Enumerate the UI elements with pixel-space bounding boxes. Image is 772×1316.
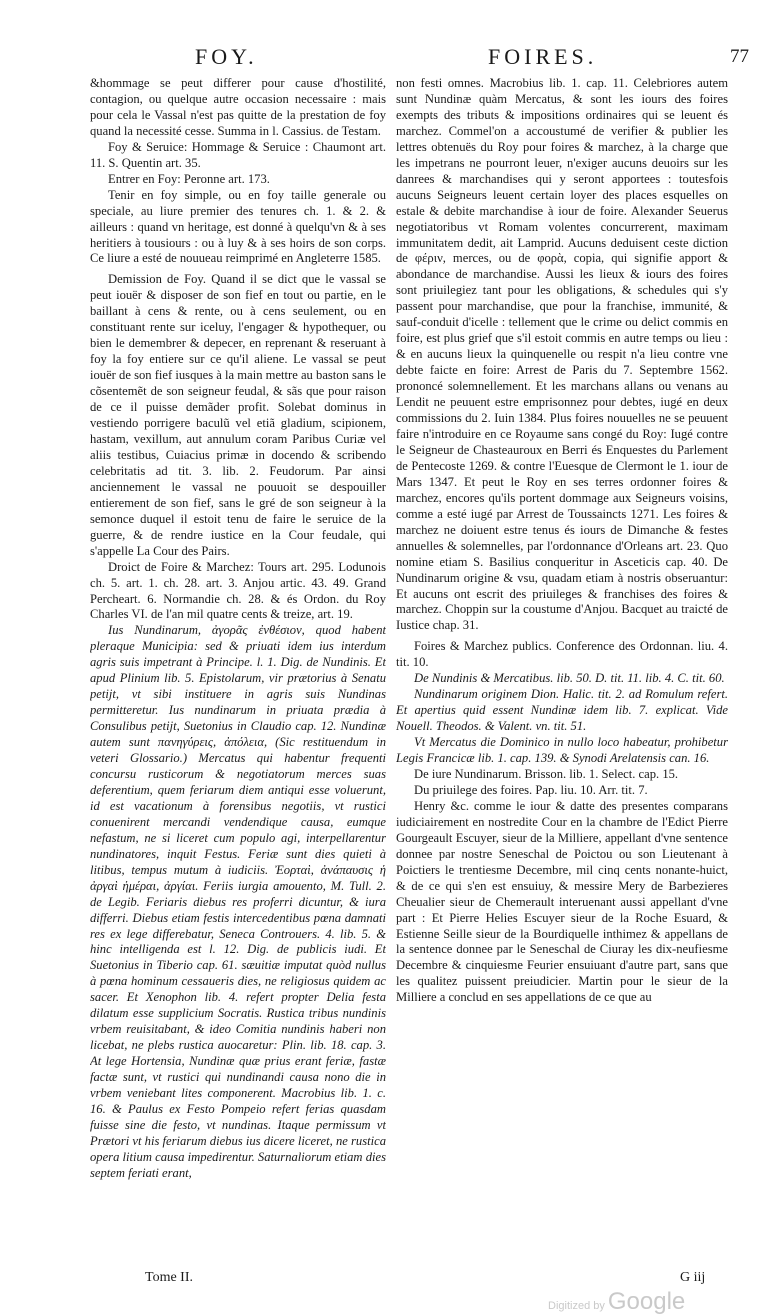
paragraph: Ius Nundinarum, ἀγορᾶς ἐνθέσιον, quod habent pleraque Municipia: sed & priuati idem ius interdum agris suis impetrant à Principe. l. 1. Dig. de Nundinis. Et apud Plinium lib. 5. Epistolarum, vir prætorius à Senatu petijt, vt sibi instituere in agris suis Nundinas permitteretur. Ius nundinarum in priuata prædia à Consulibus petijt, Suetonius in Claudio cap. 12. Nundinæ autem sunt πανηγύρεις, ἀπόλεια, (Sic restituendum in veteri Glossario.) Mercatus qui habentur frequenti concursu rusticorum & negotiatorum merces suas deferentium, quem feriarum diem antiqui esse voluerunt, id est vacationum à forensibus negotiis, vt rustici conuenirent mercandi vendendique causa, eumque nefastum, ne si liceret cum populo agi, interpellarentur nundinatores, inquit Festus. Feriæ sunt dies quieti à litibus, tempus mutum à iudiciis. Ἐορταὶ, ἀνάπαυσις ἡ ἀργαὶ ἡμέραι, ἀργίαι. Feriis iurgia amouento, M. Tull. 2. de Legib. Feriaris diebus res proferri dicuntur, & iura differri. Diebus etiam festis intercedentibus pœna damnati res ex lege differebatur, Seneca Controuers. 4. lib. 5. & hinc intelligenda est l. 12. Dig. de publicis iudi. Et Suetonius in Tiberio cap. 61. sæuitiæ imputat quòd nullus à pœna hominum cessaueris dies, ne religiosus quidem ac sacer. Et Xenophon lib. 4. refert propter Delia festa dilatum esse supplicium Socratis. Rustica tribus nundinis vrbem reuisitabant, & ideo Comitia nundinis haberi non licebat, ne plebs rustica auocaretur: Plin. lib. 18. cap. 3. At lege Hortensia, Nundinæ quæ prius erant feriæ, fastæ factæ sunt, vt rustici qui nundinandi causa nono die in vrbem veniebant lites componerent. Macrobius lib. 1. c. 16. & Paulus ex Festo Pompeio refert ferias quasdam fuisse sine die festo, vt nundinas. Itaque permissum vt Prætori vt his feriarum diebus ius dicere liceret, ne rustica opera litium causa impedirentur. Saturnaliorum etiam dies septem feriati erant, — [90, 623, 386, 1180]
paragraph: Vt Mercatus die Dominico in nullo loco habeatur, prohibetur Legis Francicæ lib. 1. cap. 139. & Synodi Arelatensis can. 16. — [396, 735, 728, 766]
page-number: 77 — [730, 46, 749, 67]
paragraph: Entrer en Foy: Peronne art. 173. — [108, 171, 270, 186]
watermark — [548, 1288, 685, 1316]
paragraph: &hommage se peut differer pour cause d'hostilité, contagion, ou quelque autre occasion necessaire : mais pour cela le Vassal n'est pas quitte de la prestation de foy quand la necessité cesse. Summa in l. Cassius. de Testam. — [90, 76, 386, 138]
paragraph: Du priuilege des foires. Pap. liu. 10. Arr. tit. 7. — [414, 782, 648, 797]
paragraph: De Nundinis & Mercatibus. lib. 50. D. tit. 11. lib. 4. C. tit. 60. — [414, 671, 725, 686]
google-logo: Google — [607, 1288, 686, 1315]
paragraph: Foires & Marchez publics. Conference des Ordonnan. liu. 4. tit. 10. — [396, 639, 728, 670]
paragraph: Droict de Foire & Marchez: Tours art. 295. Lodunois ch. 5. art. 1. ch. 28. art. 3. Anjou artic. 43. 49. Grand Percheart. 6. Normandie ch. 28. & és Ordon. du Roy Charles VI. de l'an mil quatre cents & treize, art. 19. — [90, 559, 386, 622]
signature-mark: G iij — [680, 1270, 706, 1285]
running-head-right: FOIRES. — [488, 44, 598, 69]
paragraph: Nundinarum originem Dion. Halic. tit. 2. ad Romulum refert. Et apertius quid essent Nundinæ idem lib. 7. explicat. Vide Nouell. Theodos. & Valent. vn. tit. 51. — [396, 687, 728, 734]
watermark-prefix: Digitized by — [548, 1300, 605, 1312]
volume-label: Tome II. — [145, 1270, 194, 1285]
right-column — [396, 76, 728, 1266]
paragraph: Foy & Seruice: Hommage & Seruice : Chaumont art. 11. S. Quentin art. 35. — [90, 139, 386, 170]
paragraph: Demission de Foy. Quand il se dict que le vassal se peut iouër & disposer de son fief en tout ou partie, en le baillant à cens & rente, ou à cens seulement, ou en constituant rente sur iceluy, l'engager & hypothequer, ou bien le demembrer & depecer, en reprenant & reseruant à foy la foy entiere sur ce qu'il aliene. Le vassal se peut iouër de son fief iusques à la main mettre au baston sans le cõsentemẽt de son seigneur feudal, & sãs que pour raison de ce il puisse demãder profit. Solebat dominus in vestiendo porrigere baculũ vel etiã gladium, scipionem, hastam, vexillum, aut annulum coram Paribus Curiæ vel aliis testibus, Cuiacius primæ in docendo & scribendo celebritatis ad tit. 3. lib. 2. Feudorum. Par ainsi anciennement le vassal ne pouuoit se despouiller entierement de son fief, sans le gré de son seigneur à la semonce duquel il estoit tenu de faire le seruice de la guerre, & de rendre iustice en la Cour feudale, qui s'appelle La Cour des Pairs. — [90, 272, 386, 558]
left-column — [90, 76, 386, 1266]
paragraph: De iure Nundinarum. Brisson. lib. 1. Select. cap. 15. — [414, 766, 679, 781]
paragraph: non festi omnes. Macrobius lib. 1. cap. 11. Celebriores autem sunt Nundinæ quàm Mercatus, & sont les iours des foires exempts des tributs & impositions ordinaires qui se leuent és marchez. Commel'on a accoustumé de verifier & publier les lettres obtenuës du Roy pour foires & marchez, à la charge que les impetrans ne pourront leuer, n'exiger aucuns deuoirs sur les danrees & marchandises qui y seront apportees : toutesfois aucuns Seigneurs leuent certain loyer des places esquelles on estale & debite marchandise à iour de foire. Alexander Seuerus negotiatoribus vt Romam volentes concurrerent, maximam immunitatem dedit, ait Lamprid. Aucuns deduisent ceste diction de φέριν, merces, ou de φορὰ, copia, qui signifie apport & abondance de marchandise. Aussi les lieux & iours des foires sont priuilegiez tant pour les obligations, & schedules qui s'y passent pour marchandise, que pour la franchise, immunité, & sauf-conduit d'icelle : tellement que le crime ou delict commis en foire, est plus grief que s'il estoit commis en autre temps ou lieu : & en aucuns lieux la quinquenelle ou respit n'a lieu contre vne debte faicte en foire: Arrest de Paris du 7. Septembre 1562. prononcé solemnellement. Et les marchans allans ou venans au Lendit ne peuuent estre emprisonnez pour debtes, iugé en deux commissions du 2. Iuin 1384. Plus foires nouuelles ne se peuuent faire n'introduire en ce Royaume sans congé du Roy: Iugé contre le Seigneur de Chasteauroux en Berri és Enquestes du Parlement de Pentecoste 1269. & contre l'Euesque de Clermont le 1. iour de Mars 1347. Et peut le Roy en ses terres ordonner foires & marchez, encores qu'ils portent dommage aux Seigneurs voisins, comme a esté iugé par Arrest de Toussaincts 1271. Les foires & marchez ne doiuent estre tenus és iours de Dimanche & festes annuelles & solemnelles, par l'ordonnance d'Orleans art. 23. Quo nomine etiam S. Basilius conqueritur in Asceticis cap. 40. De Nundinarum origine & vsu, quadam etiam à nostris obseruantur: Et aucuns ont escrit des priuileges & franchises des foires & marchez. Choppin sur la coustume d'Anjou. Bacquet au traicté de Iustice chap. 31. — [396, 76, 728, 633]
paragraph: Tenir en foy simple, ou en foy taille generale ou speciale, au liure premier des tenures ch. 1. & 2. & ailleurs : quand vn heritage, est donné à quelqu'vn & à ses heritiers à tousiours : ou à luy & à ses hoirs de son corps. Ce liure a esté de nouueau reimprimé en Angleterre 1585. — [90, 187, 386, 266]
running-head-left: FOY. — [195, 44, 258, 69]
paragraph: Henry &c. comme le iour & datte des presentes comparans iudiciairement en nostredite Cour en la chambre de l'Edict Pierre Gourgeault Escuyer, sieur de la Milliere, appellant d'vne sentence donnee par nostre Seneschal de Poictou ou son Lieutenant à Poictiers le trentiesme Decembre, mil cinq cents nonante-huict, & de ce qui s'en est ensuiuy, & messire Mery de Barbezieres Cheualier sieur de Chemerault interuenant aussi appellant d'vne part : Et Pierre Helies Escuyer sieur de la Roche Esuard, & Estienne Seille sieur de la Bourdiquelle inthimez & appellans de la sentence donnee par le Seneschal de Ciuray les dix-neufiesme Decembre & cinquiesme Feurier ensuiuant d'autre part, sans que les qualitez puissent preiudicier. Martin pour le sieur de la Milliere a conclud en ses appellations de ce que au — [396, 798, 728, 1005]
